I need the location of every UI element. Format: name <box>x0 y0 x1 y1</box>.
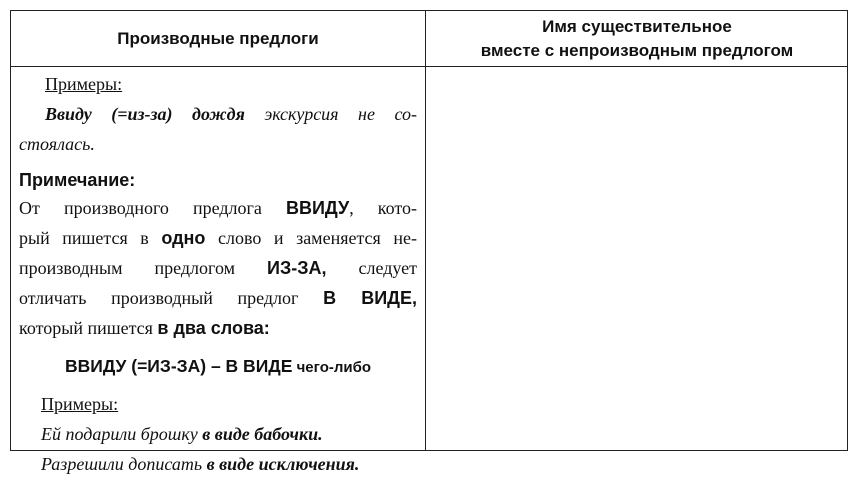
note-line-5 <box>19 313 417 343</box>
column-divider <box>425 11 426 450</box>
header-right-line2: вместе с непроизводным предлогом <box>480 40 794 60</box>
note-l4-a: отличать производный предлог <box>19 288 324 308</box>
note-l5-b: в два слова: <box>157 318 270 338</box>
note-l3-c: следует <box>326 258 417 278</box>
example-1-rest-a: экскурсия не со- <box>244 104 417 124</box>
example-2-l2-b: в виде исключения. <box>206 454 360 474</box>
note-l4-b: В ВИДЕ, <box>323 288 417 308</box>
prepositions-table <box>10 10 848 474</box>
note-l2-a: рый пишется в <box>19 228 162 248</box>
examples-label-text-1: Примеры: <box>45 74 123 94</box>
left-column-content <box>19 69 417 479</box>
header-right-line1: Имя существительное <box>542 16 732 36</box>
examples-label-2 <box>19 389 417 419</box>
example-2-l1-a: Ей подарили брошку <box>41 424 203 444</box>
header-noun-with-preposition <box>427 11 847 66</box>
note-line-2 <box>19 223 417 253</box>
header-left-text: Производные предлоги <box>117 28 319 48</box>
note-l2-b: одно <box>161 228 206 248</box>
header-divider <box>11 66 847 67</box>
note-line-3 <box>19 253 417 283</box>
note-title: Примечание: <box>19 170 136 190</box>
examples-label-text-2: Примеры: <box>41 394 119 414</box>
example-2-line-2 <box>19 449 417 479</box>
formula-tail: чего-либо <box>292 359 372 376</box>
note-line-1 <box>19 193 417 223</box>
example-2-l1-b: в виде бабочки. <box>202 424 323 444</box>
example-1-rest-b: стоялась. <box>19 134 95 154</box>
rule-formula <box>19 353 417 381</box>
examples-label-1 <box>19 69 417 99</box>
note-l3-a: производным предлогом <box>19 258 268 278</box>
note-line-4 <box>19 283 417 313</box>
note-l1-a: От производного предлога <box>19 198 286 218</box>
example-1-line-2 <box>19 129 417 159</box>
note-l5-a: который пишется <box>19 318 158 338</box>
example-1-line-1 <box>19 99 417 129</box>
header-derived-prepositions <box>11 11 425 66</box>
note-l2-c: слово и заменяется не- <box>205 228 417 248</box>
note-l1-c: , кото- <box>349 198 417 218</box>
example-2-line-1 <box>19 419 417 449</box>
note-l1-b: ВВИДУ <box>286 198 350 218</box>
example-1-bold: Ввиду (=из-за) дождя <box>45 104 245 124</box>
example-2-l2-a: Разрешили дописать <box>41 454 207 474</box>
note-l3-b: ИЗ-ЗА, <box>267 258 327 278</box>
formula-main: ВВИДУ (=ИЗ-ЗА) – В ВИДЕ <box>64 356 293 376</box>
